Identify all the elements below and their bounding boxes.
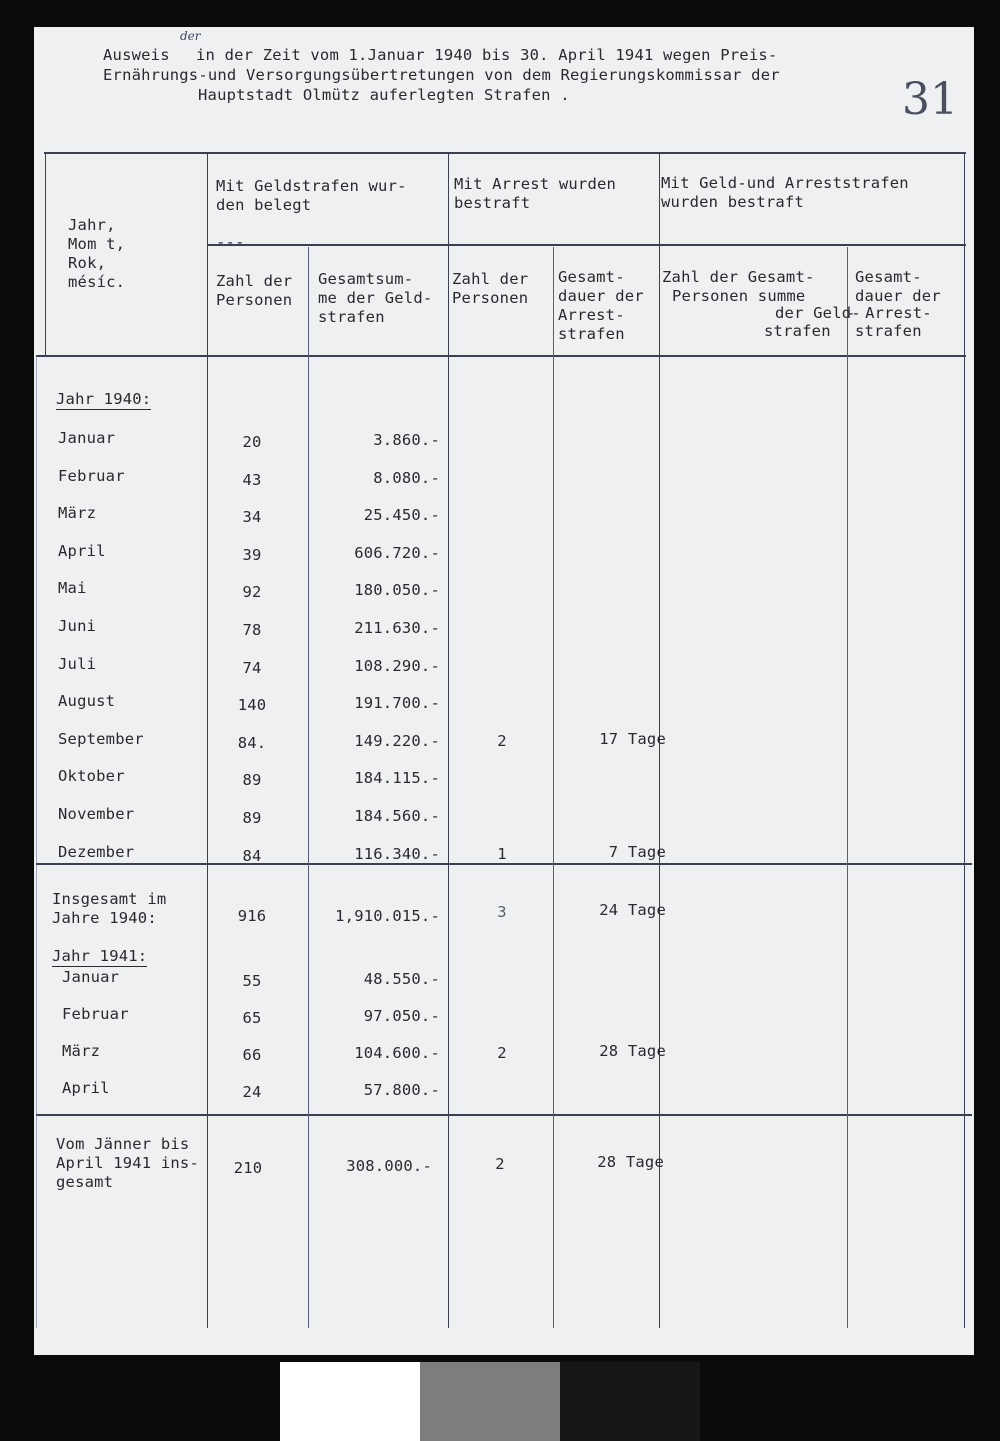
year-1940-label: Jahr 1940: bbox=[56, 390, 152, 408]
fine-sum-value: 48.550.- bbox=[363, 970, 440, 988]
scale-gray bbox=[420, 1362, 560, 1441]
arrest-persons-value: 2 bbox=[497, 1044, 507, 1062]
scale-black bbox=[560, 1362, 700, 1441]
fine-sum-value: 180.050.- bbox=[354, 581, 440, 600]
persons-value: 92 bbox=[242, 583, 262, 602]
fine-sum-value: 57.800.- bbox=[363, 1081, 440, 1099]
month-label: September bbox=[58, 729, 144, 748]
fine-sum-value: 25.450.- bbox=[363, 506, 440, 525]
title-handwritten-insert: der bbox=[180, 29, 201, 43]
month-label: April bbox=[58, 541, 106, 560]
arrest-days-value: 28 Tage bbox=[599, 1042, 666, 1060]
persons-value: 84. bbox=[237, 733, 267, 752]
color-calibration-bar bbox=[280, 1362, 700, 1441]
header-bottom-rule bbox=[36, 355, 966, 357]
persons-value: 74 bbox=[242, 658, 262, 677]
persons-value: 24 bbox=[242, 1083, 262, 1101]
persons-value: 65 bbox=[242, 1009, 262, 1027]
persons-value: 66 bbox=[242, 1046, 262, 1064]
arrest-days-value: 7 Tage bbox=[608, 842, 666, 861]
month-label: April bbox=[62, 1079, 110, 1097]
title-line-1: in der Zeit vom 1.Januar 1940 bis 30. April 1941 wegen Preis- bbox=[196, 46, 778, 64]
arrest-persons-value: 2 bbox=[497, 731, 507, 750]
month-label: Mai bbox=[58, 579, 87, 598]
arrest-days-value: 17 Tage bbox=[599, 729, 666, 748]
col-rule-1b bbox=[36, 355, 37, 1328]
folio-number: 31 bbox=[902, 74, 958, 125]
scale-white bbox=[280, 1362, 420, 1441]
fine-sum-value: 191.700.- bbox=[354, 694, 440, 713]
fine-sum-value: 97.050.- bbox=[363, 1007, 440, 1025]
fine-sum-value: 184.115.- bbox=[354, 769, 440, 788]
persons-value: 20 bbox=[242, 433, 262, 451]
persons-value: 34 bbox=[242, 508, 262, 527]
rule-after-1940 bbox=[36, 863, 972, 865]
fine-sum-value: 104.600.- bbox=[354, 1044, 440, 1062]
month-label: März bbox=[62, 1042, 101, 1060]
col-rule-2 bbox=[207, 152, 208, 1328]
persons-value: 89 bbox=[242, 771, 262, 790]
fine-sum-value: 108.290.- bbox=[354, 656, 440, 675]
col-rule-5 bbox=[553, 247, 554, 1328]
persons-value: 43 bbox=[242, 470, 262, 489]
persons-value: 89 bbox=[242, 809, 262, 827]
col-rule-1 bbox=[45, 152, 46, 356]
month-label: August bbox=[58, 692, 116, 711]
month-label: Januar bbox=[58, 429, 116, 447]
month-label: Februar bbox=[62, 1005, 129, 1023]
year-1941-label: Jahr 1941: bbox=[52, 947, 148, 965]
title-line-3: Hauptstadt Olmütz auferlegten Strafen . bbox=[198, 86, 570, 104]
month-label: Juni bbox=[58, 617, 97, 635]
fine-sum-value: 211.630.- bbox=[354, 619, 440, 637]
month-label: März bbox=[58, 504, 97, 523]
fine-sum-value: 184.560.- bbox=[354, 807, 440, 825]
title-line-2: Ernährungs-und Versorgungsübertretungen von dem Regierungskommissar der bbox=[103, 66, 780, 84]
col-rule-8 bbox=[964, 152, 965, 1328]
fine-sum-value: 606.720.- bbox=[354, 543, 440, 562]
arrest-persons-value: 1 bbox=[497, 844, 507, 863]
persons-value: 55 bbox=[242, 972, 262, 990]
col-rule-7 bbox=[847, 247, 848, 1328]
persons-value: 39 bbox=[242, 545, 262, 564]
month-label: Februar bbox=[58, 466, 125, 485]
persons-value: 78 bbox=[242, 621, 262, 639]
fine-sum-value: 149.220.- bbox=[354, 731, 440, 750]
col-rule-4 bbox=[448, 152, 449, 1328]
persons-value: 140 bbox=[237, 696, 267, 715]
persons-value: 84 bbox=[242, 846, 262, 865]
table-top-rule bbox=[44, 152, 966, 154]
month-label: November bbox=[58, 805, 135, 823]
fine-sum-value: 3.860.- bbox=[373, 431, 440, 449]
month-label: Dezember bbox=[58, 842, 135, 861]
month-label: Juli bbox=[58, 654, 97, 673]
header-mid-rule bbox=[208, 244, 966, 246]
rule-after-1941 bbox=[36, 1114, 972, 1116]
fine-sum-value: 116.340.- bbox=[354, 844, 440, 863]
month-label: Oktober bbox=[58, 767, 125, 786]
month-label: Januar bbox=[62, 968, 120, 986]
fine-sum-value: 8.080.- bbox=[373, 468, 440, 487]
title-line-1-start: Ausweis bbox=[103, 46, 170, 64]
